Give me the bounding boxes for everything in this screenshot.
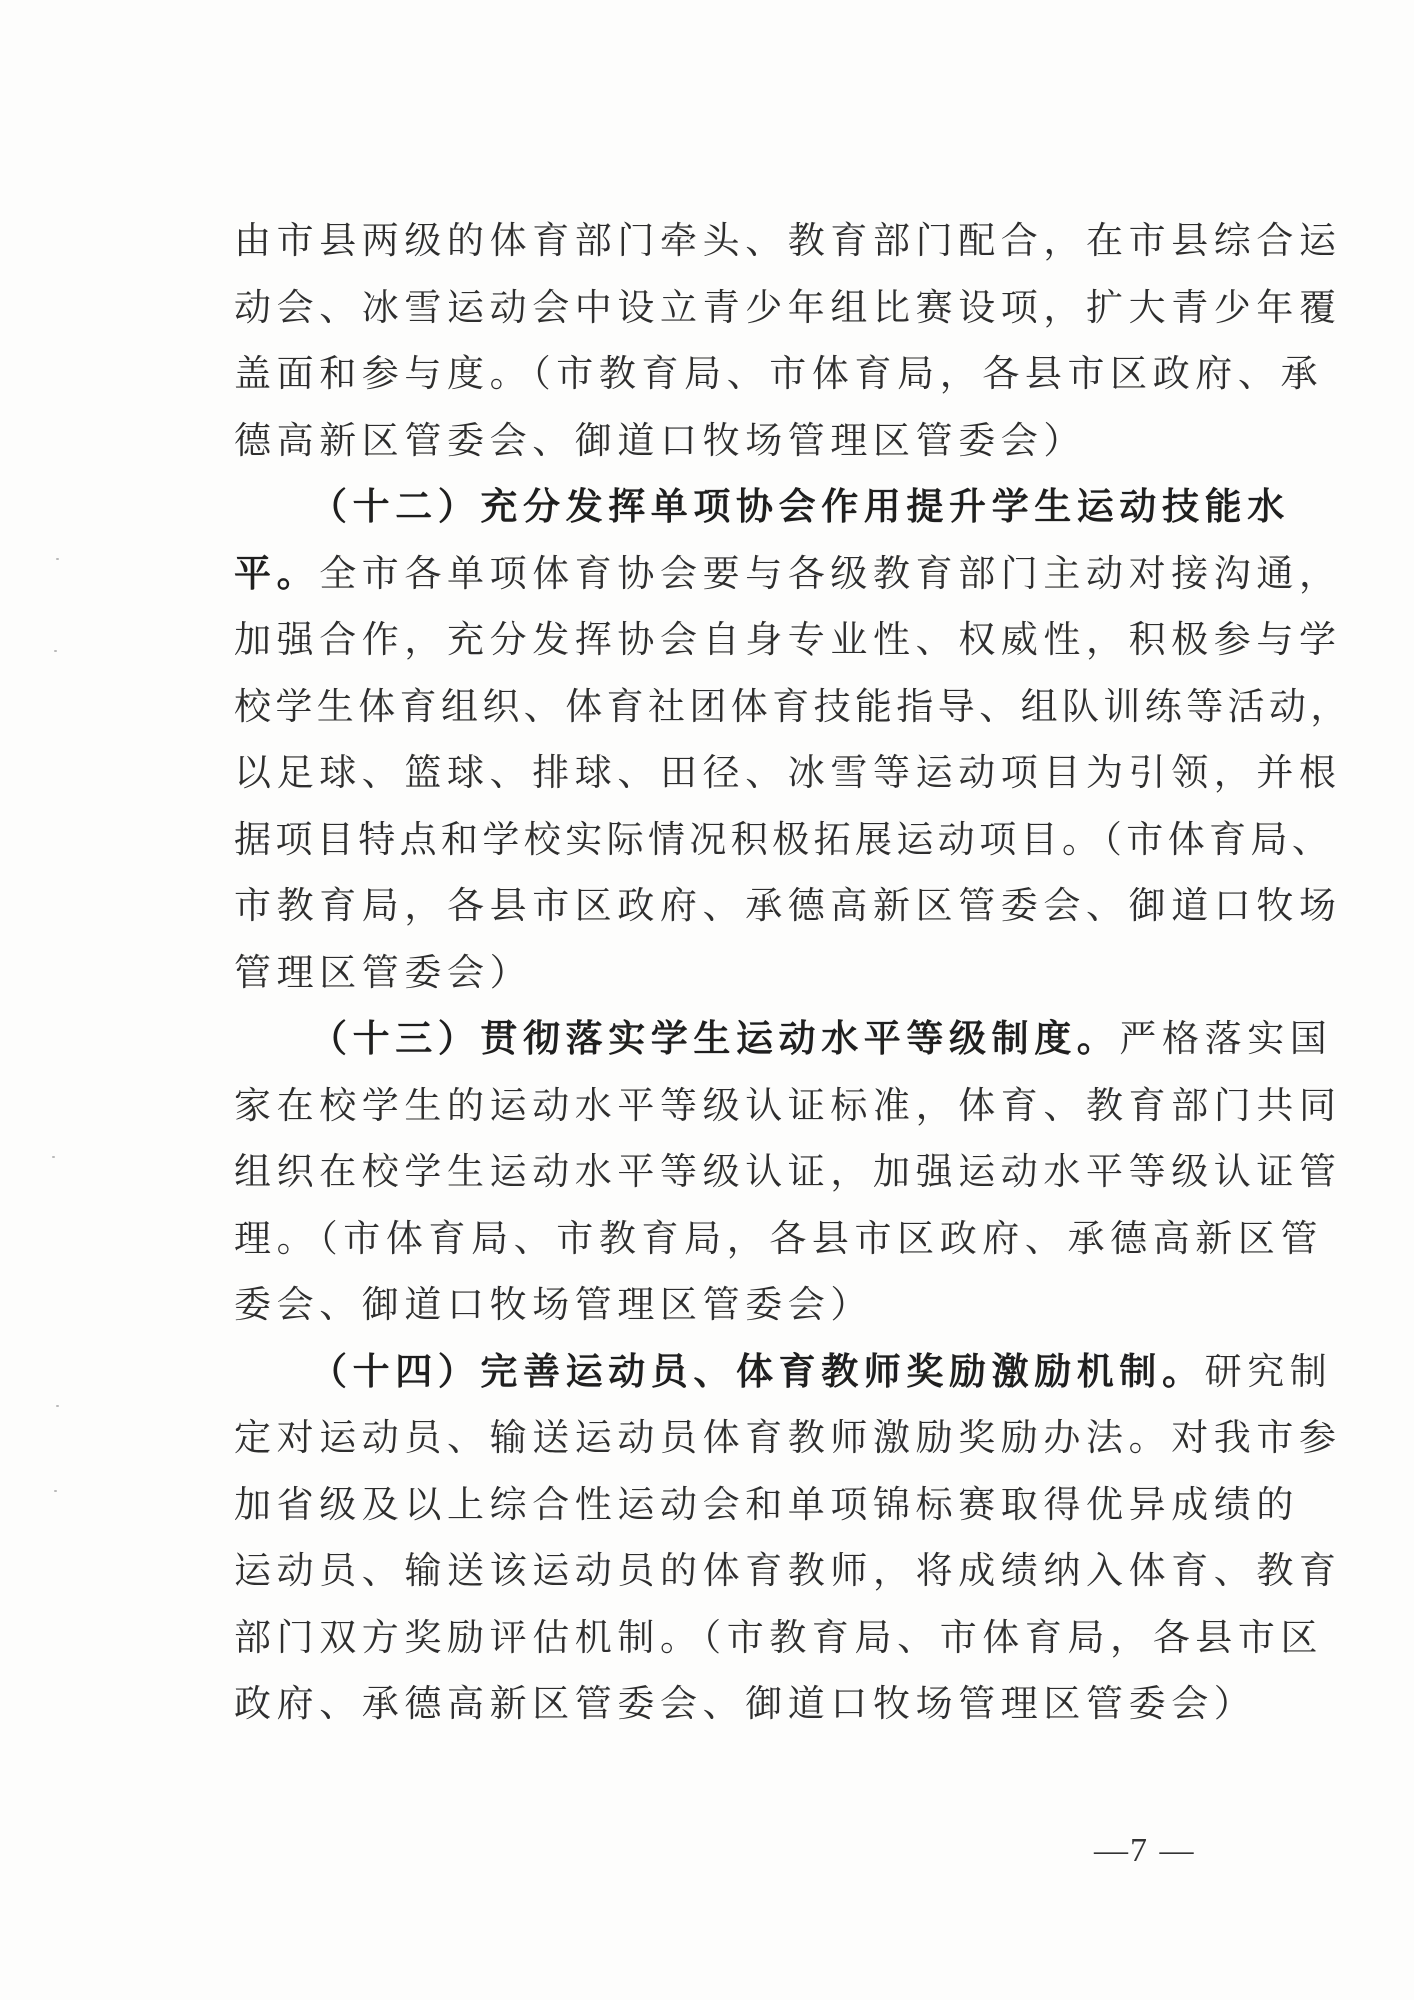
text-line: 德高新区管委会、御道口牧场管理区管委会） bbox=[234, 418, 1086, 462]
document-body bbox=[234, 208, 1352, 1738]
text-line: 据项目特点和学校实际情况积极拓展运动项目。（市体育局、 bbox=[234, 817, 1334, 861]
text-line: 以足球、篮球、排球、田径、冰雪等运动项目为引领，并根 bbox=[234, 751, 1342, 794]
text-line: 校学生体育组织、体育社团体育技能指导、组队训练等活动， bbox=[234, 684, 1352, 728]
section-14-text: 研究制 bbox=[1204, 1349, 1333, 1393]
section-13-text: 严格落实国 bbox=[1119, 1017, 1333, 1060]
scan-speck bbox=[56, 1405, 59, 1407]
section-14-heading: （十四）完善运动员、体育教师奖励激励机制。 bbox=[310, 1349, 1205, 1393]
text-line: 运动员、输送该运动员的体育教师，将成绩纳入体育、教育 bbox=[234, 1549, 1342, 1592]
text-line: 加省级及以上综合性运动会和单项锦标赛取得优异成绩的 bbox=[234, 1482, 1299, 1526]
scan-speck bbox=[56, 558, 59, 560]
text-line: 理。（市体育局、市教育局，各县市区政府、承德高新区管 bbox=[234, 1216, 1324, 1260]
section-14 bbox=[234, 1339, 1342, 1738]
section-12-text: 全市各单项体育协会要与各级教育部门主动对接沟通， bbox=[319, 551, 1342, 595]
text-line: 定对运动员、输送运动员体育教师激励奖励办法。对我市参 bbox=[234, 1416, 1342, 1459]
section-13-heading: （十三）贯彻落实学生运动水平等级制度。 bbox=[310, 1017, 1120, 1060]
text-line bbox=[234, 1339, 1333, 1406]
text-line: 盖面和参与度。（市教育局、市体育局，各县市区政府、承 bbox=[234, 352, 1324, 395]
text-line bbox=[234, 541, 1342, 608]
text-line: 委会、御道口牧场管理区管委会） bbox=[234, 1283, 873, 1326]
scan-speck bbox=[52, 1156, 55, 1158]
section-12-heading: （十二）充分发挥单项协会作用提升学生运动技能水 bbox=[310, 485, 1290, 528]
section-13 bbox=[234, 1006, 1342, 1339]
text-line: 加强合作，充分发挥协会自身专业性、权威性，积极参与学 bbox=[234, 618, 1342, 661]
section-12-heading-end: 平。 bbox=[234, 551, 320, 595]
text-line: 管理区管委会） bbox=[234, 950, 533, 994]
scan-speck bbox=[54, 650, 57, 652]
text-line: 部门双方奖励评估机制。（市教育局、市体育局，各县市区 bbox=[234, 1615, 1324, 1659]
text-line: 家在校学生的运动水平等级认证标准，体育、教育部门共同 bbox=[234, 1083, 1342, 1127]
page-number: —7 — bbox=[1094, 1832, 1196, 1869]
text-line: 由市县两级的体育部门牵头、教育部门配合，在市县综合运 bbox=[234, 219, 1342, 262]
scan-speck bbox=[54, 1490, 57, 1492]
paragraph-continuation bbox=[234, 208, 1342, 474]
text-line: 动会、冰雪运动会中设立青少年组比赛设项，扩大青少年覆 bbox=[234, 285, 1342, 329]
text-line: 组织在校学生运动水平等级认证，加强运动水平等级认证管 bbox=[234, 1150, 1342, 1193]
text-line: 政府、承德高新区管委会、御道口牧场管理区管委会） bbox=[234, 1682, 1257, 1725]
text-line bbox=[234, 1006, 1333, 1073]
text-line: 市教育局，各县市区政府、承德高新区管委会、御道口牧场 bbox=[234, 884, 1342, 927]
section-12 bbox=[234, 474, 1352, 1006]
